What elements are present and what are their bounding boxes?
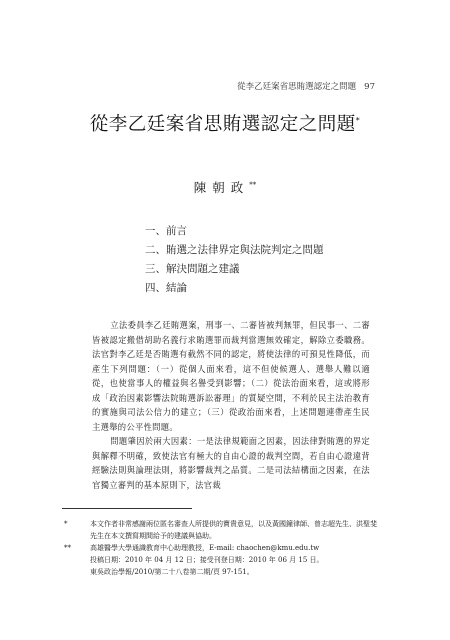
running-title: 從李乙廷案省思賄選認定之問題 — [237, 82, 357, 92]
author-name: 陳朝政 — [193, 180, 250, 195]
footnote-divider — [62, 508, 192, 509]
page-number: 97 — [364, 82, 375, 92]
footnotes — [62, 518, 380, 578]
title-footnote-marker[interactable]: * — [355, 115, 361, 125]
footnote-item — [62, 518, 380, 542]
footnote-text: 本文作者非常感謝兩位匿名審查人所提供的寶貴意見，以及黃國鐘律師、曾志超先生、洪聖斐先生在本文撰寫期間給予的建議與協助。 — [90, 520, 377, 540]
footnote-text: 高雄醫學大學通識教育中心助理教授，E-mail: chaochen@kmu.edu.tw — [90, 544, 320, 552]
author-line — [60, 178, 390, 196]
table-of-contents — [145, 222, 324, 298]
toc-item: 四、結論 — [145, 282, 187, 294]
running-header — [100, 80, 375, 92]
article-title — [60, 110, 390, 136]
journal-citation: 東吳政治學報/2010/第二十八卷第二期/頁 97-151。 — [90, 568, 254, 576]
footnote-marker: * — [64, 520, 68, 528]
body-paragraph: 立法委員李乙廷賄選案，刑事一、二審皆被判無罪，但民事一、二審皆被認定搬借胡助名義行求賄選罪而裁判當選無效確定，解除立委職務。法官對李乙廷是否賄選有截然不同的認定，將使法律的可預見性降低，而產生下列問題：（一）從個人面來看，這不但使候選人、選舉人難以適從，也使當事人的權益與名譽受到影響；（二）從法治面來看，這或將形成「政治因素影響法院賄選訴訟審理」的質疑空間，不利於民主法治教育的實施與司法公信力的建立；（三）從政治面來看，上述問題連帶產生民主選舉的公平性問題。 — [92, 320, 370, 432]
toc-item: 二、賄選之法律界定與法院判定之問題 — [145, 244, 324, 256]
toc-item: 三、解決問題之建議 — [145, 263, 240, 275]
body-paragraph: 問題肇因於兩大因素：一是法律規範面之因素，因法律對賄選的界定與解釋不明確，致使法官有極大的自由心證的裁判空間，若自由心證違背經驗法則與論理法則，將影響裁判之品質。二是司法結構面之因素，在法官獨立審判的基本原則下，法官裁 — [92, 436, 370, 490]
footnote-marker: ** — [64, 544, 71, 552]
abstract-body — [92, 318, 370, 492]
submission-dates: 投稿日期：2010 年 04 月 12 日；接受刊登日期：2010 年 06 月 15 日。 — [90, 556, 324, 564]
toc-item: 一、前言 — [145, 225, 187, 237]
author-footnote-marker[interactable]: ** — [249, 180, 257, 189]
article-title-text: 從李乙廷案省思賄選認定之問題 — [89, 114, 356, 135]
footnote-item — [62, 542, 380, 554]
